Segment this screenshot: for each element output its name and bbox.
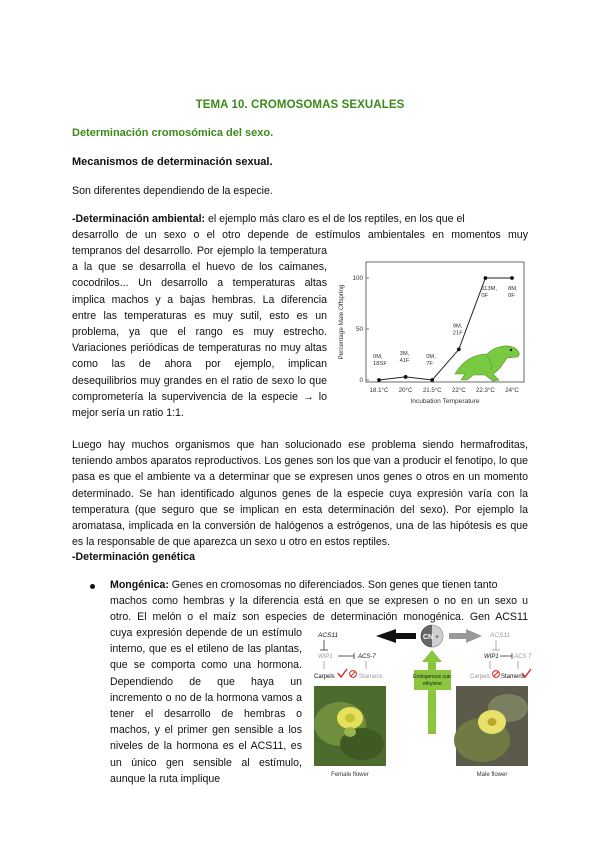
monogenica-line1-text: Genes en cromosomas no diferenciados. Son genes que tienen tanto (168, 579, 498, 591)
ambiental-column-text: tempranos del desarrollo. Por ejemplo la temperatura a la que se desarrolla el huevo de los caimanes, cocodrilos... Un desarrollo a temperaturas altas implica machos y a bajas hembras. La diferencia entre las temperaturas es muy sutil, esto es un problema, ya que el rango es muy estrecho. Variaciones periódicas de temperaturas no muy altas como las de ahora por ejemplo, implican desequilibrios muy grandes en el ratio de sexo lo que comprometería la supervivencia de la especie → lo mejor sería un ratio 1:1. (72, 245, 327, 420)
chart-x-tick-label: 22°C (451, 387, 466, 394)
right-check-icon (522, 669, 531, 677)
chart-y-tick-label: 0 (359, 377, 363, 384)
chart-x-tick-label: 24°C (505, 387, 519, 394)
monogenica-label: Mongénica: (110, 579, 169, 591)
chart-x-tick-label: 21.5°C (422, 387, 442, 394)
chart-y-tick-label: 100 (352, 275, 363, 282)
left-wip1-label: WIP1 (318, 654, 333, 660)
chart-point (510, 276, 514, 280)
hermafroditas-paragraph: Luego hay muchos organismos que han solucionado ese problema siendo hermafroditas, teniendo ambos aparatos reproductivos. Los genes son los que van a producir el fenotipo, lo que pasa es que el ambiente va a determinar que se expresen unos genes o otros en un momento determinado. Se han identificado algunos genes de la especie cuya expresión varía con la temperatura (que seguro que se implican en esta determinación del sexo). Por ejemplo la aromatasa, implicada en la conversión de halógenos a estrógenos, una de las hipótesis es que es la responsable de que aparezca un sexo u otro en estos reptiles. (72, 439, 528, 549)
male-flower-caption: Male flower (476, 772, 508, 778)
chart-point (430, 378, 434, 382)
monogenica-line-1 (110, 577, 528, 593)
ambiental-line1-text: el ejemplo más claro es el de los reptiles, en los que el (205, 213, 465, 225)
chart-data-label: 0F (508, 293, 515, 299)
cn-label: CN (423, 634, 434, 641)
monogenica-column-text: cuya expresión depende de un estímulo interno, que es el etileno de las plantas, que se comporta como una hormona. Dependiendo de que haya un incremento o no de la hormona vamos a tener el desarrollo de hembras o machos, y el primer gen sensible a los niveles de la hormona es el ACS11, es un único gen sensible al estímulo, aunque la ruta implique (110, 627, 302, 785)
chart-point (377, 378, 381, 382)
green-up-arrow (422, 650, 442, 670)
chart-data-label: 3M, (399, 350, 410, 357)
chart-x-tick-label: 22.3°C (476, 387, 495, 394)
mechanisms-heading: Mecanismos de determinación sexual. (72, 156, 273, 168)
chart-x-label: Incubation Temperature (410, 398, 480, 405)
chart-data-label: 18SF (373, 361, 387, 367)
section-subtitle: Determinación cromosómica del sexo. (72, 127, 274, 139)
ethylene-box-text-1: Endogenous cue: (413, 674, 452, 680)
right-carpels-label: Carpels (470, 674, 491, 680)
chart-data-label: 0M, (426, 354, 436, 360)
ambiental-line-1 (72, 211, 528, 227)
right-arrow (449, 629, 482, 643)
left-check-icon (338, 669, 347, 677)
chart-x-tick-label: 18.1°C (369, 387, 389, 394)
intro-text: Son diferentes dependiendo de la especie. (72, 185, 273, 197)
chart-y-label: Percentage Male Offspring (338, 284, 345, 360)
genetica-heading: -Determinación genética (72, 551, 196, 563)
chart-data-label: 8M, (508, 286, 518, 292)
left-carpels-label: Carpels (314, 674, 335, 680)
chart-data-label: 0M, (373, 354, 383, 360)
chart-x-tick-label: 20°C (398, 387, 413, 394)
page-title: TEMA 10. CROMOSOMAS SEXUALES (195, 99, 405, 111)
male-flower-photo (454, 686, 528, 766)
ethylene-box-text-2: ethylene (423, 681, 442, 687)
monogenica-line-3: otro. El melón o el maíz son especies de determinación monogénica. Gen ACS11 (110, 611, 528, 623)
chart-data-label: 7F (426, 361, 433, 367)
temperature-chart (335, 256, 531, 406)
chart-data-label: 21F (452, 330, 463, 337)
left-acs7-label: ACS-7 (358, 654, 376, 660)
right-stamens-label: Stamens (501, 674, 525, 680)
ambiental-label: -Determinación ambiental: (72, 213, 206, 225)
bullet-dot (90, 584, 95, 589)
female-flower-photo (314, 686, 386, 766)
ambiental-line-2: desarrollo de un sexo o el otro depende de estímulos ambientales en momentos muy (72, 229, 528, 241)
ethylene-box (414, 670, 451, 690)
left-arrow (376, 629, 416, 643)
cn-plus-label: + (435, 634, 440, 641)
right-wip1-label: WIP1 (484, 654, 499, 660)
chart-data-label: 0F (481, 293, 489, 299)
chart-point (457, 348, 461, 352)
chart-y-tick-label: 50 (355, 326, 363, 333)
ethylene-box-full-text: Endogenous cue: ethylene (110, 424, 122, 425)
chart-point (484, 276, 488, 280)
female-flower-caption: Female flower (331, 772, 369, 778)
chart-data-label: 41F (399, 357, 410, 364)
chart-point (404, 375, 408, 379)
chart-data-label: 113M, (481, 286, 498, 292)
chart-data-label: 9M, (452, 323, 463, 330)
chart-x-tick-labels (370, 387, 520, 394)
right-acs7-label: ACS 7 (514, 654, 532, 660)
right-acs11-label: ACS11 (490, 632, 511, 639)
left-acs11-label: ACS11 (318, 632, 339, 639)
monogenica-line-2: machos como hembras y la diferencia está en que se expresen o no en un sexo u (110, 595, 528, 607)
left-stamens-label: Stamens (359, 674, 383, 680)
